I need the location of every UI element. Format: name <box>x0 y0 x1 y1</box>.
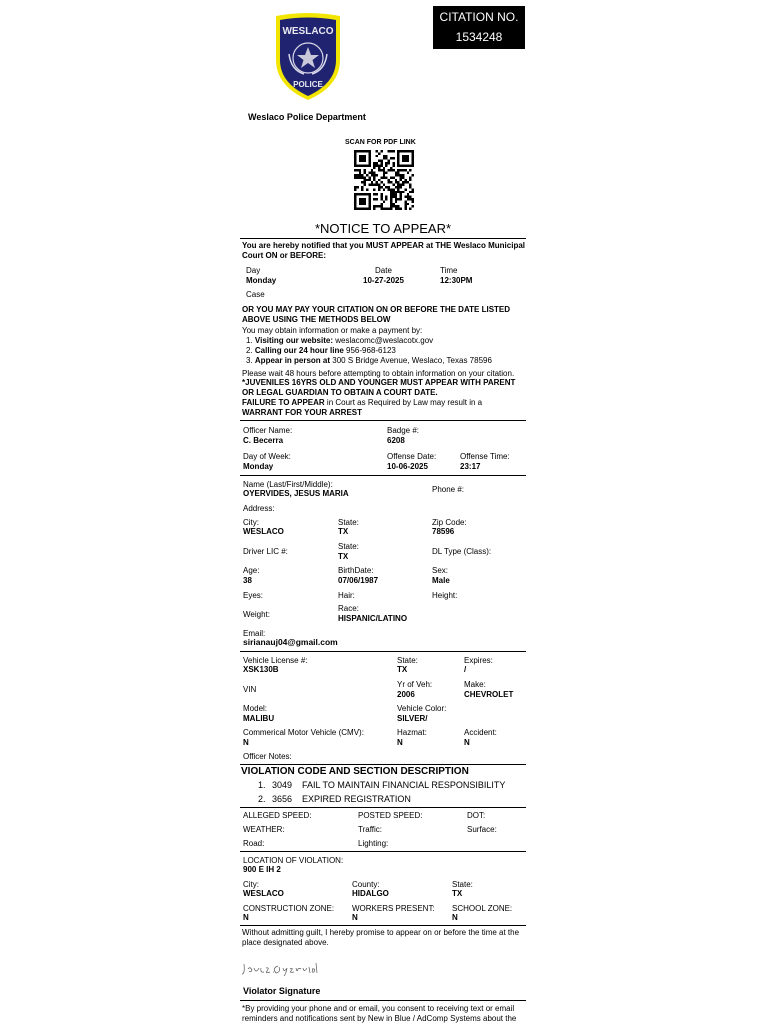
hair-label: Hair: <box>338 591 355 600</box>
sex-label: Sex: <box>432 566 449 575</box>
location-city-label: City: <box>243 880 259 889</box>
cmv-label: Commerical Motor Vehicle (CMV): <box>243 728 364 737</box>
vehicle-state-value: TX <box>397 665 408 674</box>
age-label: Age: <box>243 566 260 575</box>
notice-intro: You are hereby notified that you MUST APPEAR at THE Weslaco Municipal Court ON or BEFORE: <box>242 241 526 260</box>
divider <box>240 651 526 652</box>
officer-name-value: C. Becerra <box>243 436 284 445</box>
divider <box>240 420 526 421</box>
location-city-value: WESLACO <box>243 889 284 898</box>
divider <box>240 851 526 852</box>
violations-heading: VIOLATION CODE AND SECTION DESCRIPTION <box>241 766 469 777</box>
accident-value: N <box>464 738 470 747</box>
svg-text:WESLACO: WESLACO <box>282 26 334 37</box>
case-label: Case <box>246 290 265 299</box>
day-of-week-label: Day of Week: <box>243 452 291 461</box>
divider <box>240 238 526 239</box>
citation-number: 1534248 <box>455 30 503 44</box>
divider <box>240 807 526 808</box>
notice-title: *NOTICE TO APPEAR* <box>314 221 452 236</box>
alleged-speed-label: ALLEGED SPEED: <box>243 811 312 820</box>
wait-note: Please wait 48 hours before attempting to obtain information on your citation. <box>242 369 515 378</box>
court-time-label: Time <box>440 266 458 275</box>
court-time-value: 12:30PM <box>440 276 473 285</box>
divider <box>240 925 526 926</box>
handwritten-signature <box>240 960 320 978</box>
race-value: HISPANIC/LATINO <box>338 614 408 623</box>
traffic-label: Traffic: <box>358 825 383 834</box>
payment-method: 2. Calling our 24 hour line 956-968-6123 <box>246 346 396 355</box>
expires-label: Expires: <box>464 656 493 665</box>
hazmat-value: N <box>397 738 403 747</box>
hazmat-label: Hazmat: <box>397 728 427 737</box>
school-zone-label: SCHOOL ZONE: <box>452 904 513 913</box>
officer-name-label: Officer Name: <box>243 426 293 435</box>
age-value: 38 <box>243 576 252 585</box>
state-label: State: <box>338 518 359 527</box>
offense-time-value: 23:17 <box>460 462 481 471</box>
qr-code[interactable] <box>354 150 414 210</box>
vehicle-color-value: SILVER/ <box>397 714 428 723</box>
pay-heading: OR YOU MAY PAY YOUR CITATION ON OR BEFORE THE DATE LISTED ABOVE USING THE METHODS BELOW <box>242 305 511 324</box>
race-label: Race: <box>338 604 359 613</box>
sex-value: Male <box>432 576 450 585</box>
model-label: Model: <box>243 704 268 713</box>
consent-notice: *By providing your phone and or email, you consent to receiving text or email reminders and notifications sent by New in Blue / AdComp Systems about the <box>242 1004 517 1023</box>
state-value: TX <box>338 527 349 536</box>
divider <box>240 475 526 476</box>
citation-number-box <box>433 6 525 49</box>
workers-present-value: N <box>352 913 358 922</box>
city-label: City: <box>243 518 259 527</box>
divider <box>240 764 526 765</box>
badge-number-value: 6208 <box>387 436 405 445</box>
email-label: Email: <box>243 629 266 638</box>
obtain-info: You may obtain information or make a payment by: <box>242 326 423 335</box>
police-badge-logo <box>270 12 346 102</box>
zip-label: Zip Code: <box>432 518 467 527</box>
surface-label: Surface: <box>467 825 497 834</box>
birthdate-value: 07/06/1987 <box>338 576 379 585</box>
weather-label: WEATHER: <box>243 825 285 834</box>
location-value: 900 E IH 2 <box>243 865 281 874</box>
driver-license-label: Driver LIC #: <box>243 547 288 556</box>
failure-warning: FAILURE TO APPEAR in Court as Required by Law may result in a WARRANT FOR YOUR ARREST <box>242 398 483 417</box>
citation-label: CITATION NO. <box>439 10 519 24</box>
birthdate-label: BirthDate: <box>338 566 374 575</box>
website-link[interactable]: weslacomc@weslacotx.gov <box>333 336 434 345</box>
vehicle-year-value: 2006 <box>397 690 415 699</box>
city-value: WESLACO <box>243 527 284 536</box>
lighting-label: Lighting: <box>358 839 389 848</box>
violation-item: 2. 3656 EXPIRED REGISTRATION <box>258 794 411 804</box>
make-label: Make: <box>464 680 486 689</box>
signature-label: Violator Signature <box>243 986 321 996</box>
vehicle-year-label: Yr of Veh: <box>397 680 433 689</box>
location-state-value: TX <box>452 889 463 898</box>
zip-value: 78596 <box>432 527 455 536</box>
juvenile-note: *JUVENILES 16YRS OLD AND YOUNGER MUST APPEAR WITH PARENT OR LEGAL GUARDIAN TO OBTAIN A COURT DATE. <box>242 378 516 397</box>
vehicle-color-label: Vehicle Color: <box>397 704 447 713</box>
promise-statement: Without admitting guilt, I hereby promise to appear on or before the time at the place designated above. <box>242 928 520 947</box>
violation-item: 1. 3049 FAIL TO MAINTAIN FINANCIAL RESPONSIBILITY <box>258 780 506 790</box>
road-label: Road: <box>243 839 265 848</box>
offense-date-label: Offense Date: <box>387 452 437 461</box>
vehicle-state-label: State: <box>397 656 418 665</box>
location-state-label: State: <box>452 880 473 889</box>
cmv-value: N <box>243 738 249 747</box>
offense-time-label: Offense Time: <box>460 452 510 461</box>
posted-speed-label: POSTED SPEED: <box>358 811 423 820</box>
location-label: LOCATION OF VIOLATION: <box>243 856 344 865</box>
vehicle-license-label: Vehicle License #: <box>243 656 308 665</box>
court-day-value: Monday <box>246 276 277 285</box>
dl-type-label: DL Type (Class): <box>432 547 492 556</box>
make-value: CHEVROLET <box>464 690 514 699</box>
department-name: Weslaco Police Department <box>248 112 366 122</box>
svg-text:POLICE: POLICE <box>293 80 323 89</box>
county-value: HIDALGO <box>352 889 389 898</box>
phone-label: Phone #: <box>432 485 465 494</box>
eyes-label: Eyes: <box>243 591 264 600</box>
violator-name-label: Name (Last/First/Middle): <box>243 480 333 489</box>
weight-label: Weight: <box>243 610 270 619</box>
construction-zone-value: N <box>243 913 249 922</box>
address-label: Address: <box>243 504 275 513</box>
badge-number-label: Badge #: <box>387 426 420 435</box>
dot-label: DOT: <box>467 811 486 820</box>
violator-name-value: OYERVIDES, JESUS MARIA <box>243 489 349 498</box>
workers-present-label: WORKERS PRESENT: <box>352 904 435 913</box>
day-of-week-value: Monday <box>243 462 274 471</box>
dl-state-label: State: <box>338 542 359 551</box>
officer-notes-label: Officer Notes: <box>243 752 292 761</box>
qr-label: SCAN FOR PDF LINK <box>345 139 416 146</box>
payment-method: 3. Appear in person at 300 S Bridge Avenue, Weslaco, Texas 78596 <box>246 356 492 365</box>
vehicle-license-value: XSK130B <box>243 665 279 674</box>
dl-state-value: TX <box>338 552 349 561</box>
school-zone-value: N <box>452 913 458 922</box>
accident-label: Accident: <box>464 728 497 737</box>
model-value: MALIBU <box>243 714 275 723</box>
court-date-label: Date <box>375 266 392 275</box>
county-label: County: <box>352 880 380 889</box>
construction-zone-label: CONSTRUCTION ZONE: <box>243 904 335 913</box>
payment-method: 1. Visiting our website: weslacomc@weslacotx.gov <box>246 336 434 345</box>
vin-label: VIN <box>243 685 257 694</box>
expires-value: / <box>464 665 467 674</box>
height-label: Height: <box>432 591 458 600</box>
email-value: sirianauj04@gmail.com <box>243 637 338 647</box>
divider <box>240 1000 526 1001</box>
payment-methods <box>246 336 531 366</box>
court-date-value: 10-27-2025 <box>363 276 404 285</box>
offense-date-value: 10-06-2025 <box>387 462 428 471</box>
court-day-label: Day <box>246 266 261 275</box>
